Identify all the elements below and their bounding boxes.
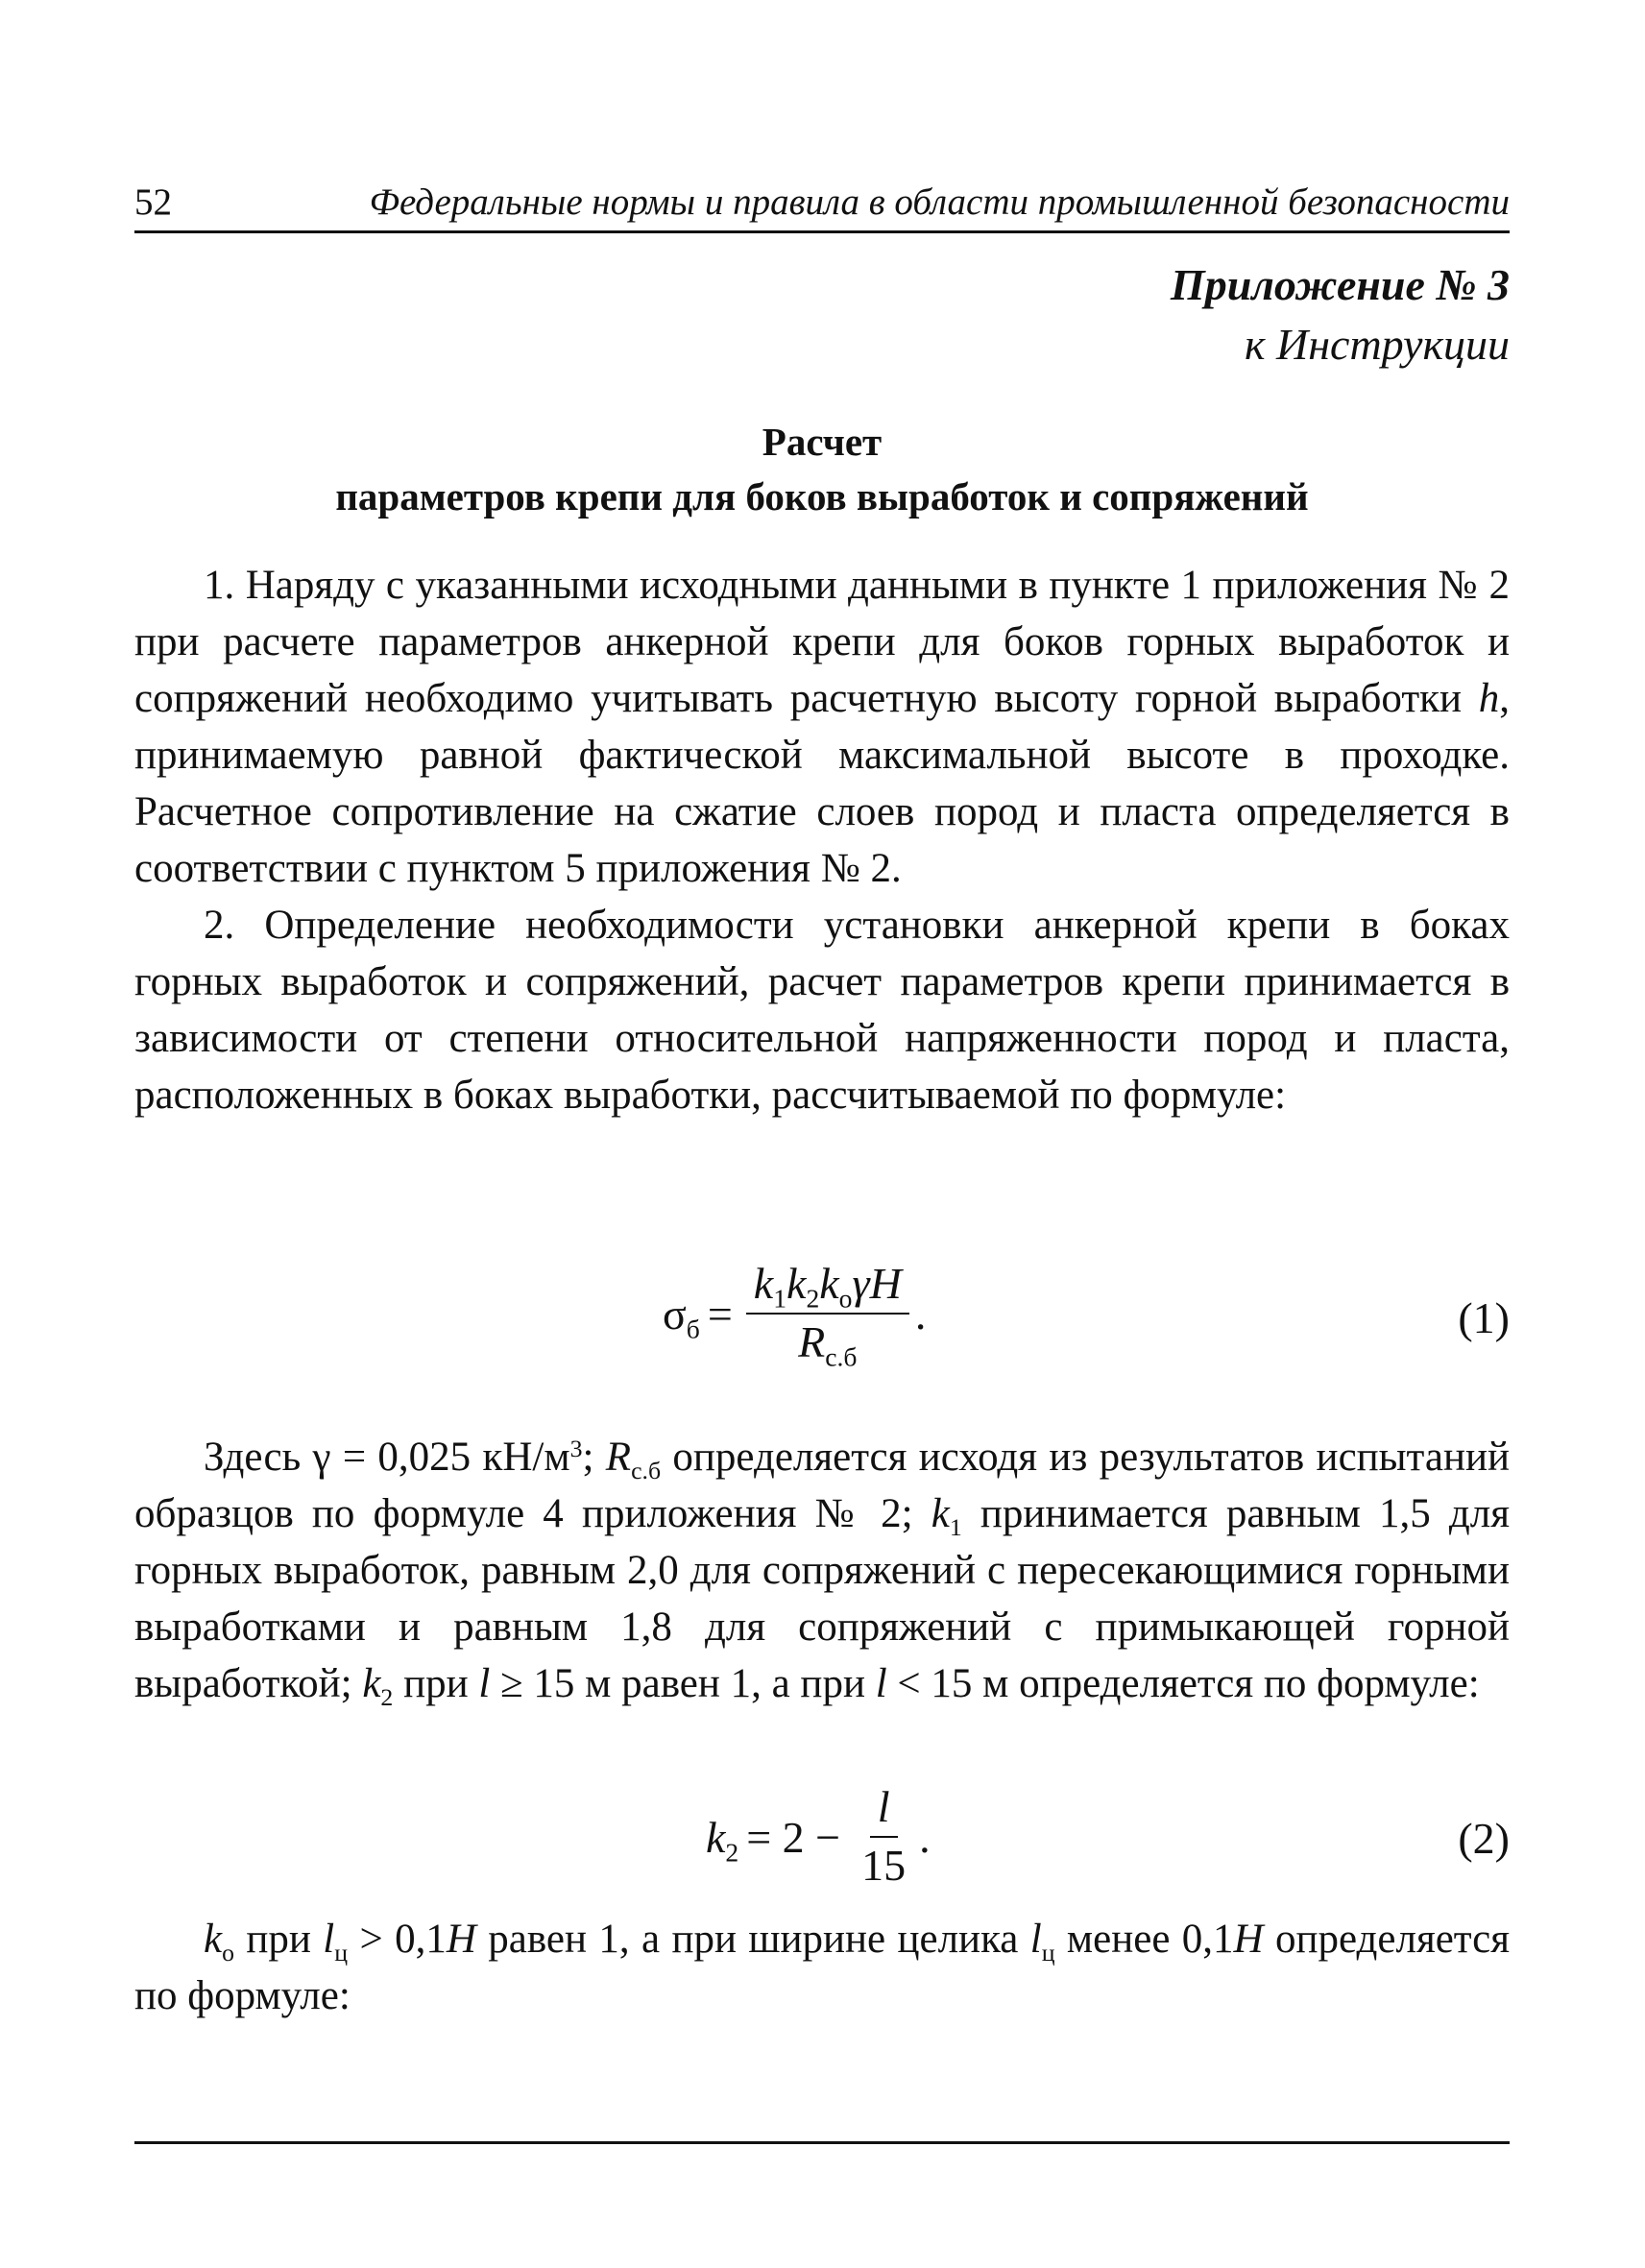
paragraph-3: Здесь γ = 0,025 $кН/м^3$; $R_{с.б}$ определяется исходя из результатов испытаний образцов по формуле 4 приложения № 2; $k_1$ принимается равным 1,5 для горных выработок, равным 2,0 для сопряжений с пересекающимися горными выработками и равным 1,8 для сопряжений с примыкающей горной выработкой; $k_2$ при l ≥ 15 м равен 1, а при l < 15 м определяется по формуле: (134, 1434, 1510, 1712)
numerator-2: l (870, 1783, 898, 1838)
k2-symbol: $k_2$ (706, 1812, 739, 1868)
paragraph-3-block (134, 1429, 1510, 1712)
formula-2: $k_2$ = 2 − $\frac{l}{15}$ . (2) (706, 1782, 1510, 1890)
rhs-start: = 2 − (746, 1812, 841, 1862)
body-paragraphs-1-2 (134, 557, 1510, 1123)
appendix-subtitle: к Инструкции (1244, 320, 1510, 369)
fraction-2 (854, 1783, 913, 1890)
paragraph-2: 2. Определение необходимости установки анкерной крепи в боках горных выработок и сопряжений, расчет параметров крепи принимается в зависимости от степени относительной напряженности пород и пласта, расположенных в боках выработки, рассчитываемой по формуле: (134, 903, 1510, 1118)
title-line-2: параметров крепи для боков выработок и сопряжений (335, 474, 1309, 519)
equation-number-2: (2) (1458, 1814, 1510, 1863)
running-header (134, 181, 1510, 233)
paragraph-4-block (134, 1911, 1510, 2024)
appendix-number: Приложение № 3 (1170, 260, 1510, 309)
var-h: h (1478, 676, 1500, 721)
page-number: 52 (134, 181, 172, 223)
formula-1: $\sigma_б$ = $\frac{k_1k_2k_о\gamma H}{R_{с.б}}$ . (1) (663, 1259, 1510, 1372)
equals-sign: = (707, 1289, 733, 1339)
paragraph-1: 1. Наряду с указанными исходными данными в пункте 1 приложения № 2 при расчете параметров анкерной крепи для боков горных выработок и сопряжений необходимо учитывать расчетную высоту горной выработки h, принимаемую равной фактической максимальной высоте в проходке. Расчетное сопротивление на сжатие слоев пород и пласта определяется в соответствии с пунктом 5 приложения № 2. (134, 563, 1510, 891)
numerator-1: $k_1k_2k_о\gamma H$ (746, 1260, 909, 1315)
document-page (134, 0, 1510, 2268)
paragraph-4: $k_о$ при $l_ц > 0,1H$ равен 1, а при ширине целика $l_ц$ менее 0,1H определяется по формуле: (134, 1917, 1510, 2018)
sigma-symbol: $\sigma_б$ (663, 1289, 700, 1344)
equation-number-1: (1) (1458, 1293, 1510, 1342)
title-line-1: Расчет (762, 420, 883, 464)
section-title (134, 415, 1510, 524)
bottom-rule (134, 2141, 1510, 2144)
running-title: Федеральные нормы и правила в области промышленной безопасности (369, 181, 1510, 223)
denominator-1: $R_{с.б}$ (798, 1317, 858, 1372)
appendix-label-block (1171, 255, 1510, 374)
denominator-2: 15 (861, 1841, 907, 1890)
fraction-1 (746, 1259, 909, 1372)
